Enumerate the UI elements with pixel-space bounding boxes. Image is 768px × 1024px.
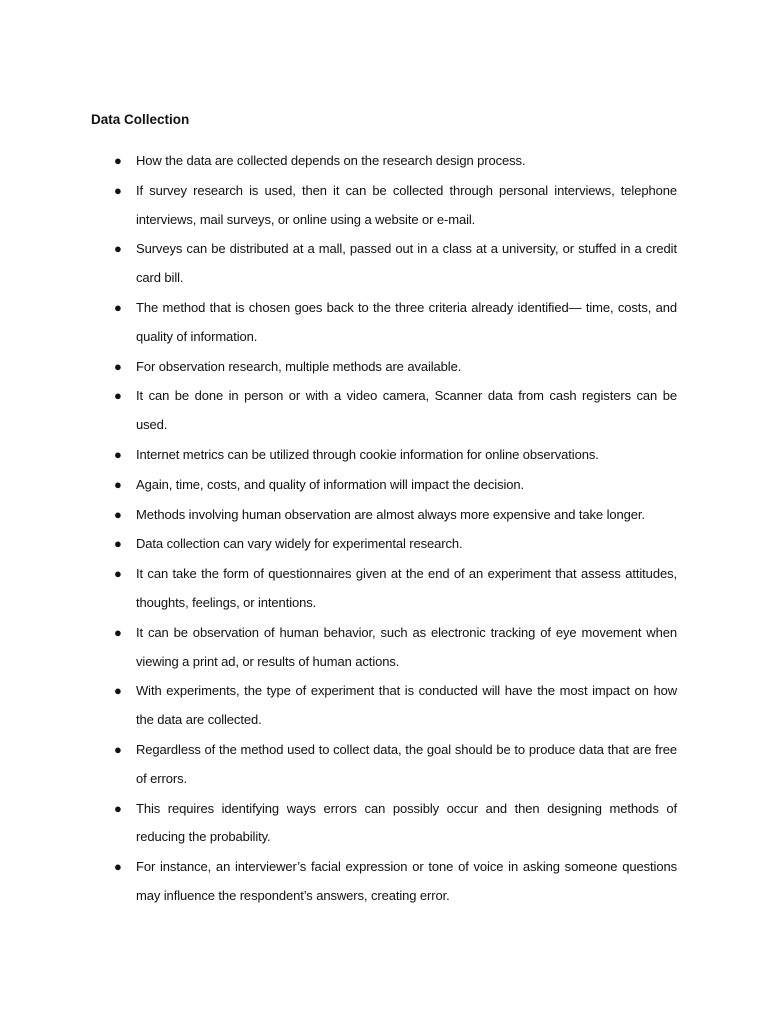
list-item-text: Surveys can be distributed at a mall, passed out in a class at a university, or stuffed in a credit card bill. [136, 241, 677, 286]
list-item-text: It can take the form of questionnaires given at the end of an experiment that assess attitudes, thoughts, feelings, or intentions. [136, 566, 677, 610]
bullet-icon: ● [114, 683, 122, 699]
list-item [0, 619, 768, 677]
list-item [0, 441, 768, 470]
list-item [0, 853, 768, 911]
list-item-text: Again, time, costs, and quality of information will impact the decision. [136, 476, 525, 492]
list-item [0, 235, 768, 293]
list-item-text: Methods involving human observation are almost always more expensive and take longer. [136, 506, 645, 522]
list-item [0, 677, 768, 735]
list-item-text: For instance, an interviewer’s facial expression or tone of voice in asking someone questions may influence the respondent’s answers, creating error. [136, 859, 677, 903]
bullet-list [0, 147, 768, 912]
list-item-text: Internet metrics can be utilized through cookie information for online observations. [136, 446, 599, 462]
list-item [0, 501, 768, 530]
bullet-icon: ● [114, 741, 122, 757]
list-item-text: For observation research, multiple methods are available. [136, 358, 462, 374]
bullet-icon: ● [114, 241, 122, 257]
list-item [0, 471, 768, 500]
bullet-icon: ● [114, 506, 122, 522]
bullet-icon: ● [114, 388, 122, 404]
bullet-icon: ● [114, 536, 122, 552]
bullet-icon: ● [114, 476, 122, 492]
list-item [0, 736, 768, 794]
list-item [0, 294, 768, 352]
list-item-text: The method that is chosen goes back to the three criteria already identified— time, costs, and quality of information. [136, 299, 677, 344]
list-item-text: How the data are collected depends on the research design process. [136, 153, 526, 168]
list-item [0, 560, 768, 618]
bullet-icon: ● [114, 446, 122, 462]
list-item-text: This requires identifying ways errors can possibly occur and then designing methods of reducing the probability. [136, 800, 677, 845]
list-item [0, 177, 768, 235]
list-item [0, 382, 768, 440]
list-item [0, 795, 768, 853]
bullet-icon: ● [114, 358, 122, 374]
bullet-icon: ● [114, 153, 122, 168]
list-item [0, 353, 768, 382]
bullet-icon: ● [114, 182, 122, 198]
bullet-icon: ● [114, 859, 122, 875]
list-item-text: With experiments, the type of experiment that is conducted will have the most impact on how the data are collected. [136, 683, 677, 728]
bullet-icon: ● [114, 800, 122, 816]
list-item-text: Regardless of the method used to collect data, the goal should be to produce data that are free of errors. [136, 741, 677, 786]
section-heading: Data Collection [91, 112, 190, 127]
bullet-icon: ● [114, 624, 122, 640]
list-item-text: It can be done in person or with a video camera, Scanner data from cash registers can be used. [136, 388, 677, 433]
list-item [0, 147, 768, 176]
bullet-icon: ● [114, 299, 122, 315]
list-item-text: If survey research is used, then it can be collected through personal interviews, telephone interviews, mail surveys, or online using a website or e-mail. [136, 182, 677, 227]
list-item-text: Data collection can vary widely for experimental research. [136, 536, 463, 552]
list-item-text: It can be observation of human behavior, such as electronic tracking of eye movement when viewing a print ad, or results of human actions. [136, 624, 677, 669]
bullet-icon: ● [114, 566, 122, 582]
list-item [0, 530, 768, 559]
